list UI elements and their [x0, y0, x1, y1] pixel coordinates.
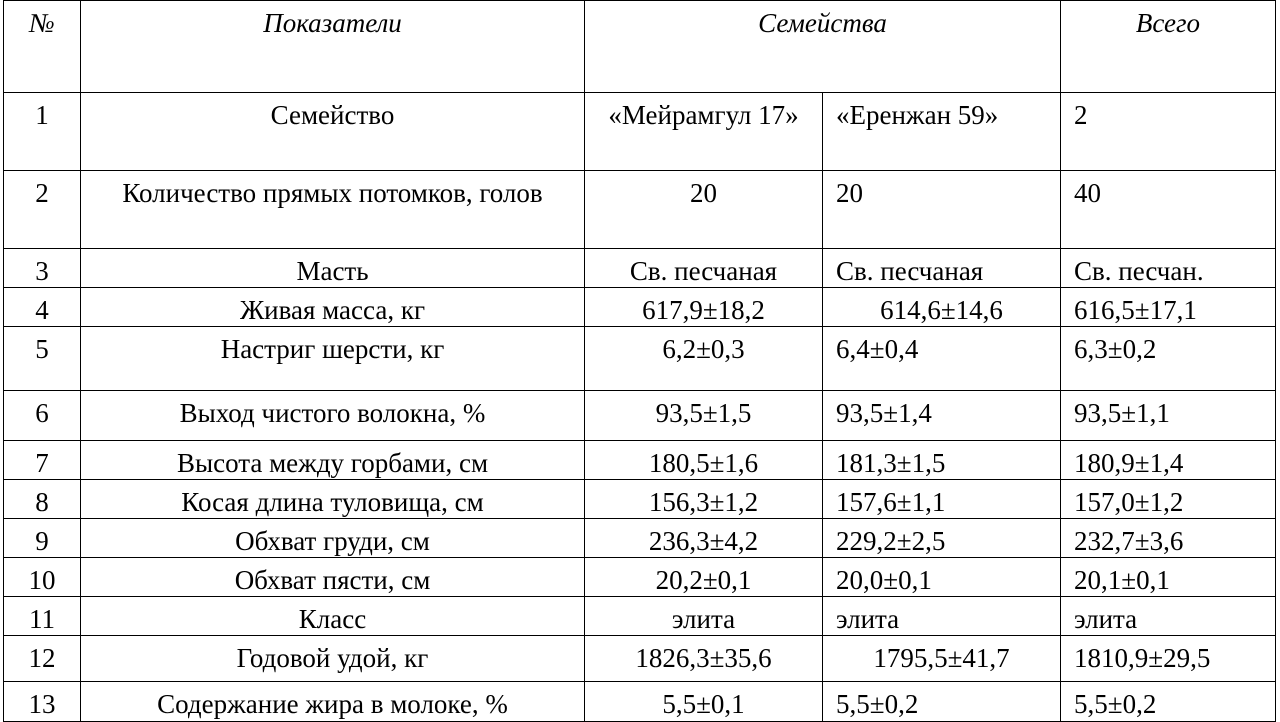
header-num: №	[4, 1, 81, 93]
row-family-1: 20,2±0,1	[585, 558, 823, 597]
row-family-1: 6,2±0,3	[585, 327, 823, 391]
table-row	[4, 558, 1276, 597]
row-indicator: Живая масса, кг	[81, 288, 585, 327]
row-indicator: Масть	[81, 249, 585, 288]
row-total: 616,5±17,1	[1061, 288, 1276, 327]
header-total: Всего	[1061, 1, 1276, 93]
row-family-2: 93,5±1,4	[823, 391, 1061, 441]
row-family-1: 5,5±0,1	[585, 682, 823, 722]
row-total: 180,9±1,4	[1061, 441, 1276, 480]
row-total: 2	[1061, 93, 1276, 171]
header-indicators: Показатели	[81, 1, 585, 93]
row-family-1: Св. песчаная	[585, 249, 823, 288]
row-family-1: 236,3±4,2	[585, 519, 823, 558]
row-family-2: 6,4±0,4	[823, 327, 1061, 391]
row-family-2: 5,5±0,2	[823, 682, 1061, 722]
row-indicator: Класс	[81, 597, 585, 636]
row-family-2: 614,6±14,6	[823, 288, 1061, 327]
table-row	[4, 480, 1276, 519]
row-family-2: «Еренжан 59»	[823, 93, 1061, 171]
row-num: 1	[4, 93, 81, 171]
row-num: 13	[4, 682, 81, 722]
table-row	[4, 327, 1276, 391]
row-num: 9	[4, 519, 81, 558]
row-indicator: Косая длина туловища, см	[81, 480, 585, 519]
row-num: 10	[4, 558, 81, 597]
row-num: 8	[4, 480, 81, 519]
row-total: 232,7±3,6	[1061, 519, 1276, 558]
row-total: 157,0±1,2	[1061, 480, 1276, 519]
row-family-2: 20	[823, 171, 1061, 249]
row-indicator: Количество прямых потомков, голов	[81, 171, 585, 249]
row-total: 1810,9±29,5	[1061, 636, 1276, 682]
row-family-2: 229,2±2,5	[823, 519, 1061, 558]
row-total: 93,5±1,1	[1061, 391, 1276, 441]
table-row	[4, 288, 1276, 327]
row-family-2: 157,6±1,1	[823, 480, 1061, 519]
row-num: 12	[4, 636, 81, 682]
row-num: 6	[4, 391, 81, 441]
row-total: 40	[1061, 171, 1276, 249]
row-total: элита	[1061, 597, 1276, 636]
row-indicator: Обхват груди, см	[81, 519, 585, 558]
row-num: 3	[4, 249, 81, 288]
row-family-1: 156,3±1,2	[585, 480, 823, 519]
table-row	[4, 682, 1276, 722]
table-row	[4, 249, 1276, 288]
row-total: 20,1±0,1	[1061, 558, 1276, 597]
row-indicator: Семейство	[81, 93, 585, 171]
row-family-2: Св. песчаная	[823, 249, 1061, 288]
row-indicator: Выход чистого волокна, %	[81, 391, 585, 441]
row-family-2: 1795,5±41,7	[823, 636, 1061, 682]
row-num: 5	[4, 327, 81, 391]
row-family-2: 20,0±0,1	[823, 558, 1061, 597]
row-indicator: Обхват пясти, см	[81, 558, 585, 597]
table-row	[4, 171, 1276, 249]
row-family-1: «Мейрамгул 17»	[585, 93, 823, 171]
header-row	[4, 1, 1276, 93]
row-family-1: элита	[585, 597, 823, 636]
row-total: 6,3±0,2	[1061, 327, 1276, 391]
row-indicator: Высота между горбами, см	[81, 441, 585, 480]
table-row	[4, 597, 1276, 636]
row-family-1: 93,5±1,5	[585, 391, 823, 441]
table-row	[4, 636, 1276, 682]
table-row	[4, 519, 1276, 558]
row-family-2: элита	[823, 597, 1061, 636]
row-num: 4	[4, 288, 81, 327]
header-families: Семейства	[585, 1, 1061, 93]
row-num: 7	[4, 441, 81, 480]
table-row	[4, 93, 1276, 171]
table-row	[4, 441, 1276, 480]
row-total: 5,5±0,2	[1061, 682, 1276, 722]
row-num: 2	[4, 171, 81, 249]
row-family-2: 181,3±1,5	[823, 441, 1061, 480]
row-family-1: 1826,3±35,6	[585, 636, 823, 682]
table-row	[4, 391, 1276, 441]
row-num: 11	[4, 597, 81, 636]
row-family-1: 180,5±1,6	[585, 441, 823, 480]
row-indicator: Содержание жира в молоке, %	[81, 682, 585, 722]
row-total: Св. песчан.	[1061, 249, 1276, 288]
row-indicator: Настриг шерсти, кг	[81, 327, 585, 391]
data-table	[3, 0, 1276, 722]
row-indicator: Годовой удой, кг	[81, 636, 585, 682]
row-family-1: 20	[585, 171, 823, 249]
row-family-1: 617,9±18,2	[585, 288, 823, 327]
